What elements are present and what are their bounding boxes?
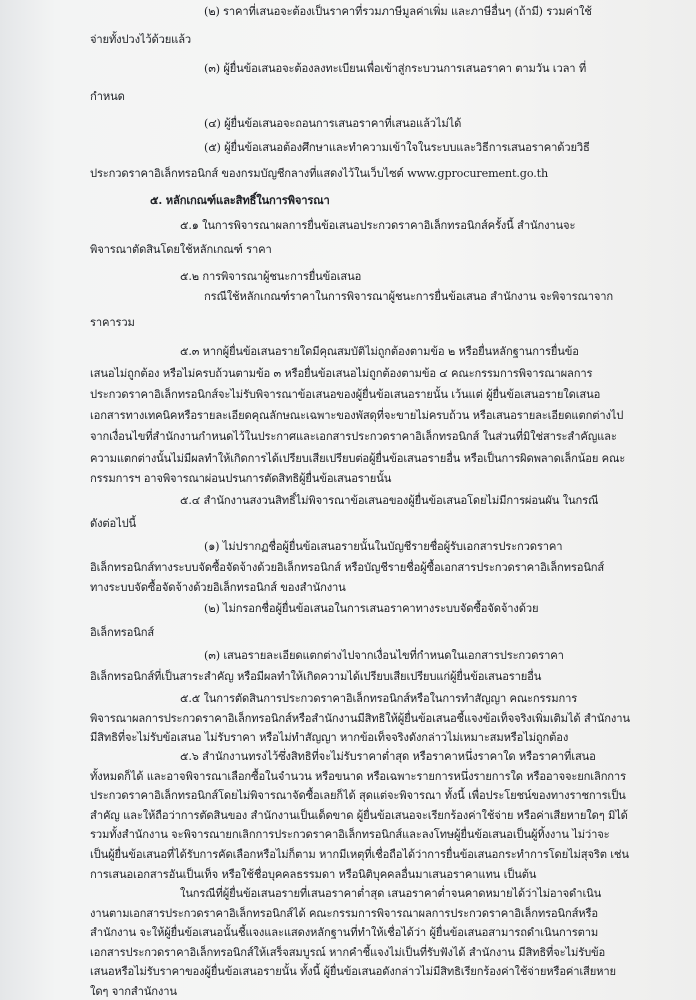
text-line: ความแตกต่างนั้นไม่มีผลทำให้เกิดการได้เปรียบเสียเปรียบต่อผู้ยื่นข้อเสนอรายอื่น หรือเป็นการผิดพลาดเล็กน้อย คณะ	[90, 452, 626, 465]
text-line: สำคัญ และให้ถือว่าการตัดสินของ สำนักงานเป็นเด็ดขาด ผู้ยื่นข้อเสนอจะเรียกร้องค่าใช้จ่าย หรือค่าเสียหายใดๆ มิได้	[90, 809, 628, 822]
text-line: สำนักงาน จะให้ผู้ยื่นข้อเสนอนั้นชี้แจงและแสดงหลักฐานที่ทำให้เชื่อได้ว่า ผู้ยื่นข้อเสนอสามารถดำเนินการตาม	[90, 926, 599, 939]
text-line: ประกวดราคาอิเล็กทรอนิกส์จะไม่รับพิจารณาข้อเสนอของผู้ยื่นข้อเสนอรายนั้น เว้นแต่ ผู้ยื่นข้อเสนอรายใดเสนอ	[90, 388, 601, 401]
text-line: (๓) ผู้ยื่นข้อเสนอจะต้องลงทะเบียนเพื่อเข้าสู่กระบวนการเสนอราคา ตามวัน เวลา ที่	[204, 62, 587, 75]
text-line: ราคารวม	[90, 316, 135, 329]
text-line: กรรมการฯ อาจพิจารณาผ่อนปรนการตัดสิทธิผู้ยื่นข้อเสนอรายนั้น	[90, 472, 392, 485]
text-line: จ่ายทั้งปวงไว้ด้วยแล้ว	[90, 33, 192, 46]
text-line: (๒) ราคาที่เสนอจะต้องเป็นราคาที่รวมภาษีมูลค่าเพิ่ม และภาษีอื่นๆ (ถ้ามี) รวมค่าใช้	[204, 5, 592, 18]
text-line: ๕.๖ สำนักงานทรงไว้ซึ่งสิทธิที่จะไม่รับราคาต่ำสุด หรือราคาหนึ่งราคาใด หรือราคาที่เสนอ	[180, 750, 596, 763]
text-line: ดังต่อไปนี้	[90, 517, 137, 530]
text-line: ทั้งหมดก็ได้ และอาจพิจารณาเลือกซื้อในจำนวน หรือขนาด หรือเฉพาะรายการหนึ่งรายการใด หรืออาจจะยกเลิกการ	[90, 770, 626, 783]
text-line: พิจารณาผลการประกวดราคาอิเล็กทรอนิกส์หรือสำนักงานมีสิทธิให้ผู้ยื่นข้อเสนอชี้แจงข้อเท็จจริงเพิ่มเติมได้ สำนักงาน	[90, 712, 630, 725]
text-line: ๕.๕ ในการตัดสินการประกวดราคาอิเล็กทรอนิกส์หรือในการทำสัญญา คณะกรรมการ	[180, 692, 578, 705]
text-line: กรณีใช้หลักเกณฑ์ราคาในการพิจารณาผู้ชนะการยื่นข้อเสนอ สำนักงาน จะพิจารณาจาก	[204, 290, 613, 303]
text-line: ทางระบบจัดซื้อจัดจ้างด้วยอิเล็กทรอนิกส์ ของสำนักงาน	[90, 581, 346, 594]
text-line: ในกรณีที่ผู้ยื่นข้อเสนอรายที่เสนอราคาต่ำสุด เสนอราคาต่ำจนคาดหมายได้ว่าไม่อาจดำเนิน	[180, 887, 602, 900]
text-line: ประกวดราคาอิเล็กทรอนิกส์โดยไม่พิจารณาจัดซื้อเลยก็ได้ สุดแต่จะพิจารณา ทั้งนี้ เพื่อประโยชน์ของทางราชการเป็น	[90, 789, 626, 802]
text-line: การเสนอเอกสารอันเป็นเท็จ หรือใช้ชื่อบุคคลธรรมดา หรือนิติบุคคลอื่นมาเสนอราคาแทน เป็นต้น	[90, 868, 537, 881]
text-line: เสนอหรือไม่รับราคาของผู้ยื่นข้อเสนอรายนั้น ทั้งนี้ ผู้ยื่นข้อเสนอดังกล่าวไม่มีสิทธิเรียกร้องค่าใช้จ่ายหรือค่าเสียหาย	[90, 965, 616, 978]
text-line: (๓) เสนอรายละเอียดแตกต่างไปจากเงื่อนไขที่กำหนดในเอกสารประกวดราคา	[204, 649, 564, 662]
text-line: เสนอไม่ถูกต้อง หรือไม่ครบถ้วนตามข้อ ๓ หรือยื่นข้อเสนอไม่ถูกต้องตามข้อ ๔ คณะกรรมการพิจารณาผลการ	[90, 367, 593, 380]
text-line: กำหนด	[90, 90, 125, 103]
text-line: อิเล็กทรอนิกส์	[90, 626, 155, 639]
text-line: ๕.๓ หากผู้ยื่นข้อเสนอรายใดมีคุณสมบัติไม่ถูกต้องตามข้อ ๒ หรือยื่นหลักฐานการยื่นข้อ	[180, 345, 579, 358]
text-line: จากเงื่อนไขที่สำนักงานกำหนดไว้ในประกาศและเอกสารประกวดราคาอิเล็กทรอนิกส์ ในส่วนที่มิใช่สาระสำคัญและ	[90, 430, 617, 443]
section-heading: ๕. หลักเกณฑ์และสิทธิ์ในการพิจารณา	[150, 193, 330, 207]
text-line: รวมทั้งสำนักงาน จะพิจารณายกเลิกการประกวดราคาอิเล็กทรอนิกส์และลงโทษผู้ยื่นข้อเสนอเป็นผู้ทิ้งงาน ไม่ว่าจะ	[90, 828, 610, 841]
text-line: (๔) ผู้ยื่นข้อเสนอจะถอนการเสนอราคาที่เสนอแล้วไม่ได้	[204, 117, 462, 130]
text-line: ใดๆ จากสำนักงาน	[90, 985, 177, 998]
text-line: (๕) ผู้ยื่นข้อเสนอต้องศึกษาและทำความเข้าใจในระบบและวิธีการเสนอราคาด้วยวิธี	[204, 141, 590, 154]
text-line: ๕.๑ ในการพิจารณาผลการยื่นข้อเสนอประกวดราคาอิเล็กทรอนิกส์ครั้งนี้ สำนักงานจะ	[180, 219, 576, 232]
text-line: ๕.๒ การพิจารณาผู้ชนะการยื่นข้อเสนอ	[180, 270, 362, 283]
text-line: งานตามเอกสารประกวดราคาอิเล็กทรอนิกส์ได้ คณะกรรมการพิจารณาผลการประกวดราคาอิเล็กทรอนิกส์หรือ	[90, 907, 598, 920]
text-line: ประกวดราคาอิเล็กทรอนิกส์ ของกรมบัญชีกลางที่แสดงไว้ในเว็บไซต์ www.gprocurement.go.th	[90, 167, 549, 180]
text-line: ๕.๔ สำนักงานสงวนสิทธิ์ไม่พิจารณาข้อเสนอของผู้ยื่นข้อเสนอโดยไม่มีการผ่อนผัน ในกรณี	[180, 494, 599, 507]
text-line: (๒) ไม่กรอกชื่อผู้ยื่นข้อเสนอในการเสนอราคาทางระบบจัดซื้อจัดจ้างด้วย	[204, 602, 539, 615]
text-line: อิเล็กทรอนิกส์ทางระบบจัดซื้อจัดจ้างด้วยอิเล็กทรอนิกส์ หรือบัญชีรายชื่อผู้ซื้อเอกสารประกวดราคาอิเล็กทรอนิกส์	[90, 561, 605, 574]
text-line: มีสิทธิที่จะไม่รับข้อเสนอ ไม่รับราคา หรือไม่ทำสัญญา หากข้อเท็จจริงดังกล่าวไม่เหมาะสมหรือไม่ถูกต้อง	[90, 731, 569, 744]
text-line: เป็นผู้ยื่นข้อเสนอที่ได้รับการคัดเลือกหรือไม่ก็ตาม หากมีเหตุที่เชื่อถือได้ว่าการยื่นข้อเสนอกระทำการโดยไม่สุจริต เช่น	[90, 848, 629, 861]
text-line: (๑) ไม่ปรากฏชื่อผู้ยื่นข้อเสนอรายนั้นในบัญชีรายชื่อผู้รับเอกสารประกวดราคา	[204, 540, 563, 553]
text-line: อิเล็กทรอนิกส์ที่เป็นสาระสำคัญ หรือมีผลทำให้เกิดความได้เปรียบเสียเปรียบแก่ผู้ยื่นข้อเสนอรายอื่น	[90, 670, 542, 683]
text-line: เอกสารประกวดราคาอิเล็กทรอนิกส์ให้เสร็จสมบูรณ์ หากคำชี้แจงไม่เป็นที่รับฟังได้ สำนักงาน มีสิทธิที่จะไม่รับข้อ	[90, 946, 606, 959]
text-line: พิจารณาตัดสินโดยใช้หลักเกณฑ์ ราคา	[90, 243, 272, 256]
text-line: เอกสารทางเทคนิคหรือรายละเอียดคุณลักษณะเฉพาะของพัสดุที่จะขายไม่ครบถ้วน หรือเสนอรายละเอียดแตกต่างไป	[90, 409, 624, 422]
